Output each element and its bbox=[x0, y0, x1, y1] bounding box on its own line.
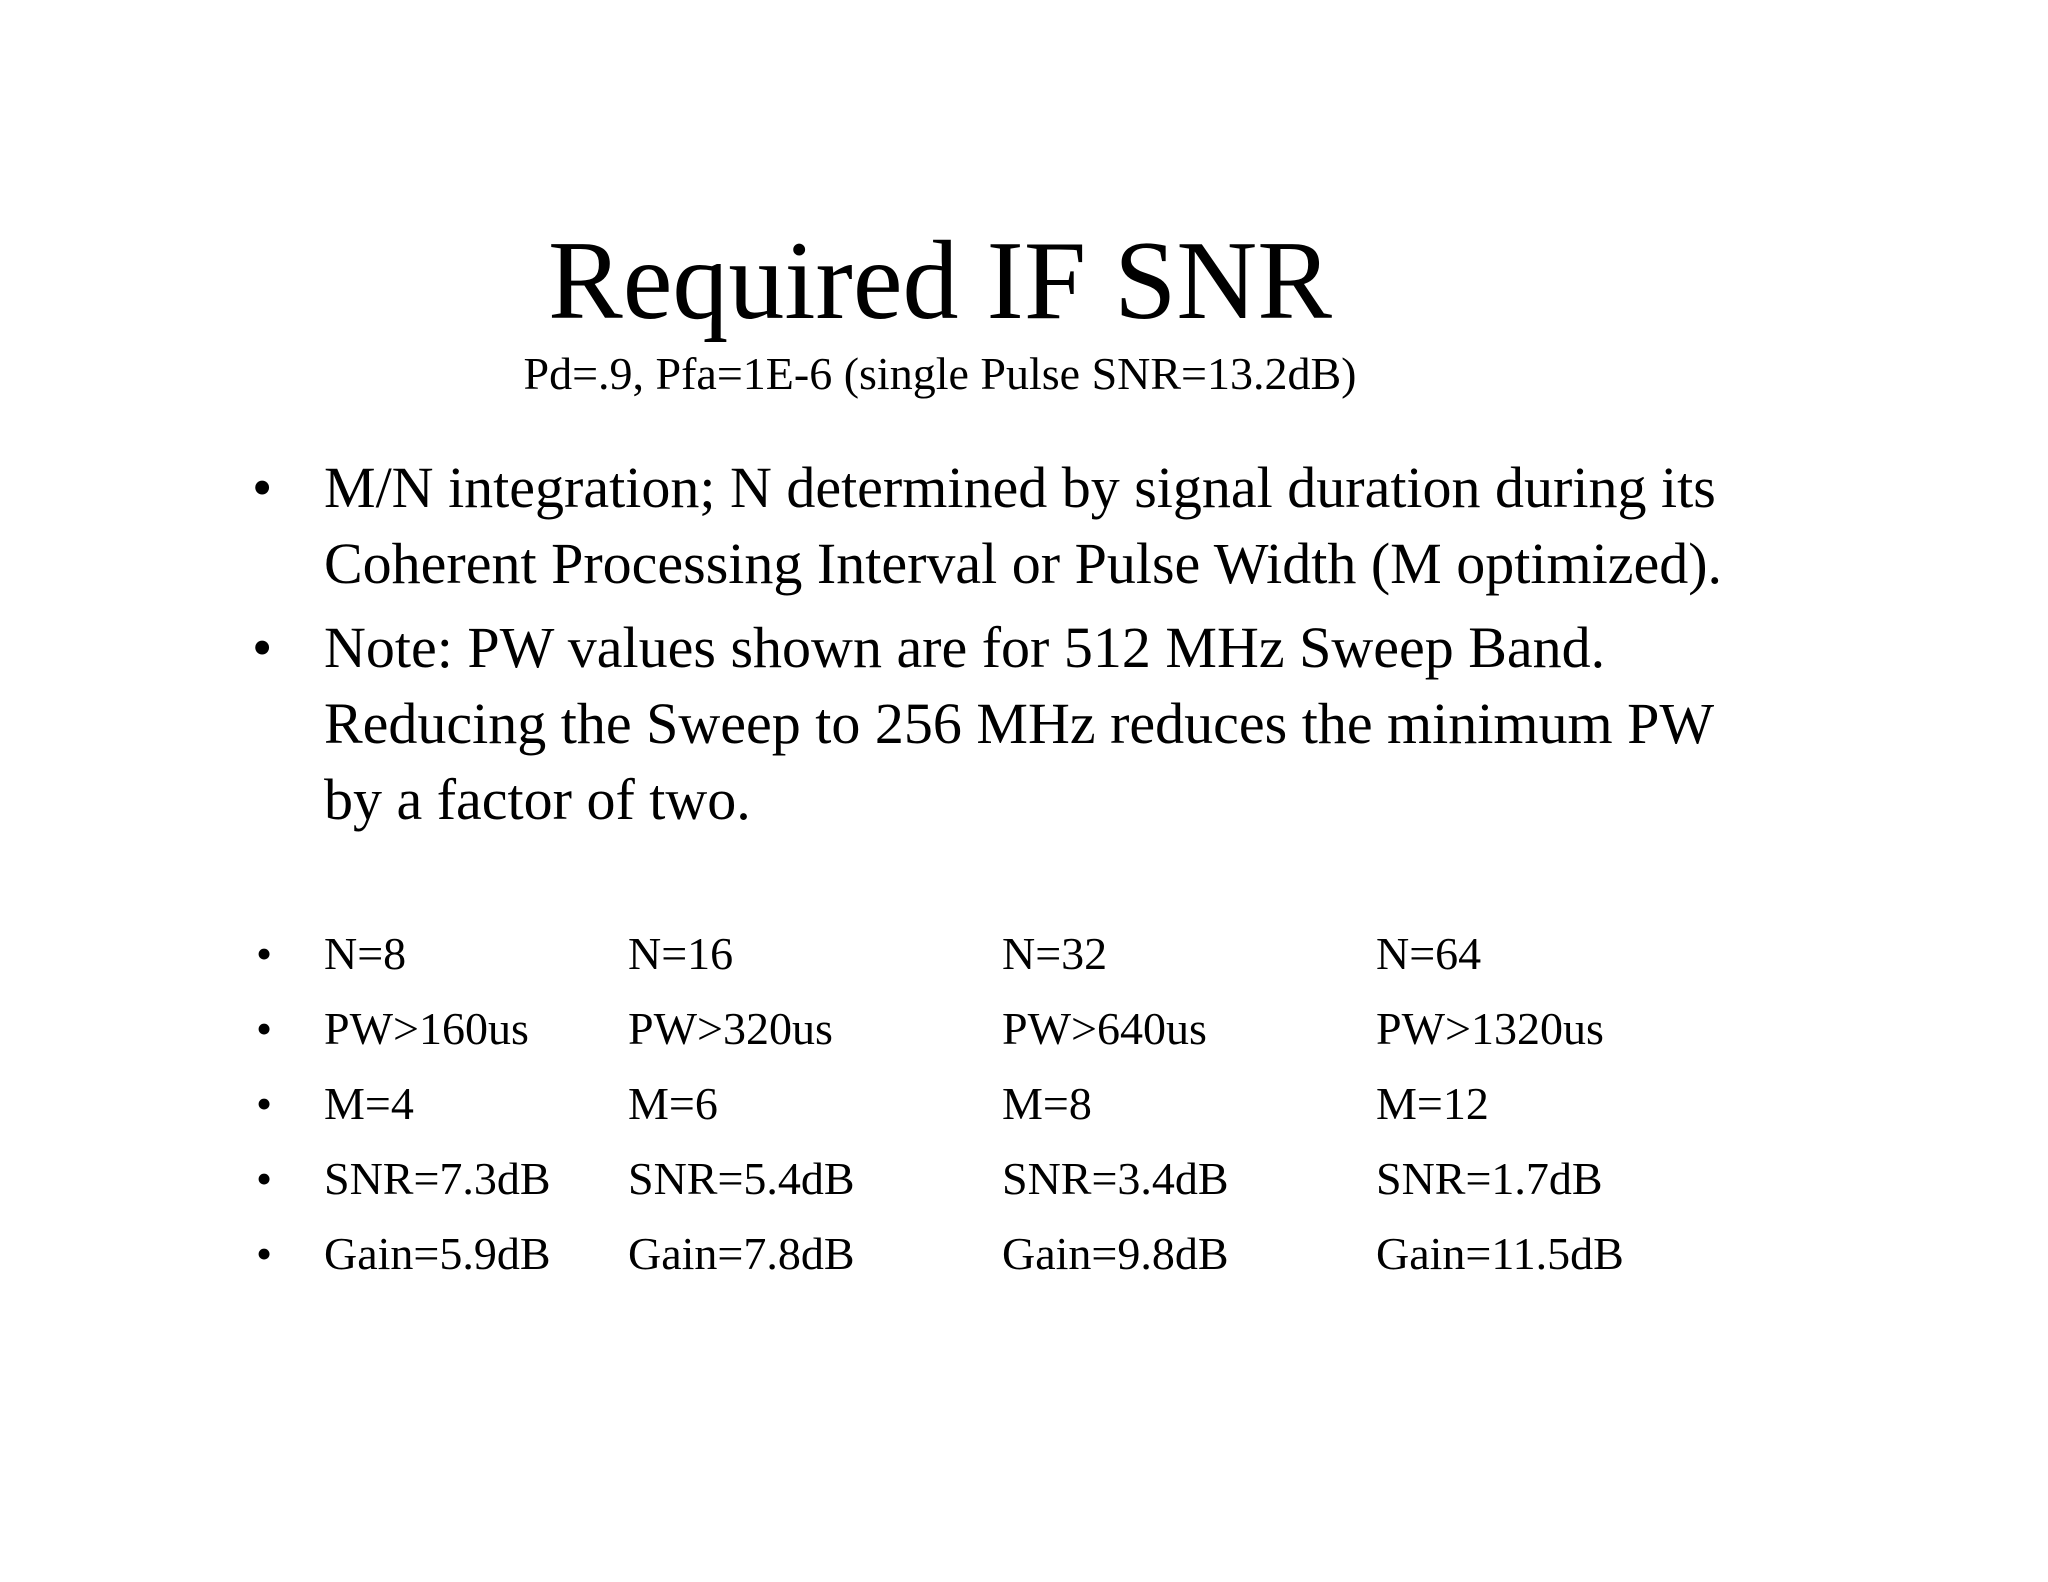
table-row bbox=[0, 1147, 2048, 1222]
table-cell: Gain=5.9dB bbox=[324, 1228, 551, 1279]
bullet-marker: • bbox=[256, 928, 273, 979]
bullet-text: Note: PW values shown are for 512 MHz Sweep Band. Reducing the Sweep to 256 MHz reduces the minimum PW by a factor of two. bbox=[324, 615, 1714, 832]
bullet-marker: • bbox=[252, 615, 273, 680]
parameter-table bbox=[0, 922, 2048, 1297]
table-cell: PW>160us bbox=[324, 1003, 529, 1054]
table-row bbox=[0, 1072, 2048, 1147]
table-cell: PW>1320us bbox=[1376, 1003, 1604, 1054]
bullet-text: M/N integration; N determined by signal duration during its Coherent Processing Interval or Pulse Width (M optimized). bbox=[324, 455, 1723, 596]
table-cell: SNR=7.3dB bbox=[324, 1153, 551, 1204]
table-cell: SNR=1.7dB bbox=[1376, 1153, 1603, 1204]
table-cell: N=64 bbox=[1376, 928, 1482, 979]
table-cell: N=8 bbox=[324, 928, 407, 979]
bullet-marker: • bbox=[256, 1153, 273, 1204]
bullet-marker: • bbox=[256, 1228, 273, 1279]
table-row bbox=[0, 1222, 2048, 1297]
bullet-list bbox=[0, 450, 2048, 846]
table-cell: N=16 bbox=[628, 928, 734, 979]
table-cell: M=8 bbox=[1002, 1078, 1092, 1129]
table-cell: PW>320us bbox=[628, 1003, 833, 1054]
slide-subtitle: Pd=.9, Pfa=1E-6 (single Pulse SNR=13.2dB) bbox=[523, 348, 1357, 399]
bullet-marker: • bbox=[256, 1003, 273, 1054]
table-cell: SNR=5.4dB bbox=[628, 1153, 855, 1204]
bullet-item bbox=[0, 610, 1774, 838]
table-cell: SNR=3.4dB bbox=[1002, 1153, 1229, 1204]
slide-title: Required IF SNR bbox=[548, 219, 1332, 343]
table-cell: M=6 bbox=[628, 1078, 718, 1129]
bullet-marker: • bbox=[256, 1078, 273, 1129]
bullet-marker: • bbox=[252, 455, 273, 520]
table-cell: M=12 bbox=[1376, 1078, 1489, 1129]
table-cell: Gain=9.8dB bbox=[1002, 1228, 1229, 1279]
table-cell: M=4 bbox=[324, 1078, 414, 1129]
table-row bbox=[0, 997, 2048, 1072]
table-cell: Gain=7.8dB bbox=[628, 1228, 855, 1279]
table-row bbox=[0, 922, 2048, 997]
table-cell: Gain=11.5dB bbox=[1376, 1228, 1624, 1279]
bullet-item bbox=[0, 450, 1774, 602]
table-cell: PW>640us bbox=[1002, 1003, 1207, 1054]
table-cell: N=32 bbox=[1002, 928, 1108, 979]
